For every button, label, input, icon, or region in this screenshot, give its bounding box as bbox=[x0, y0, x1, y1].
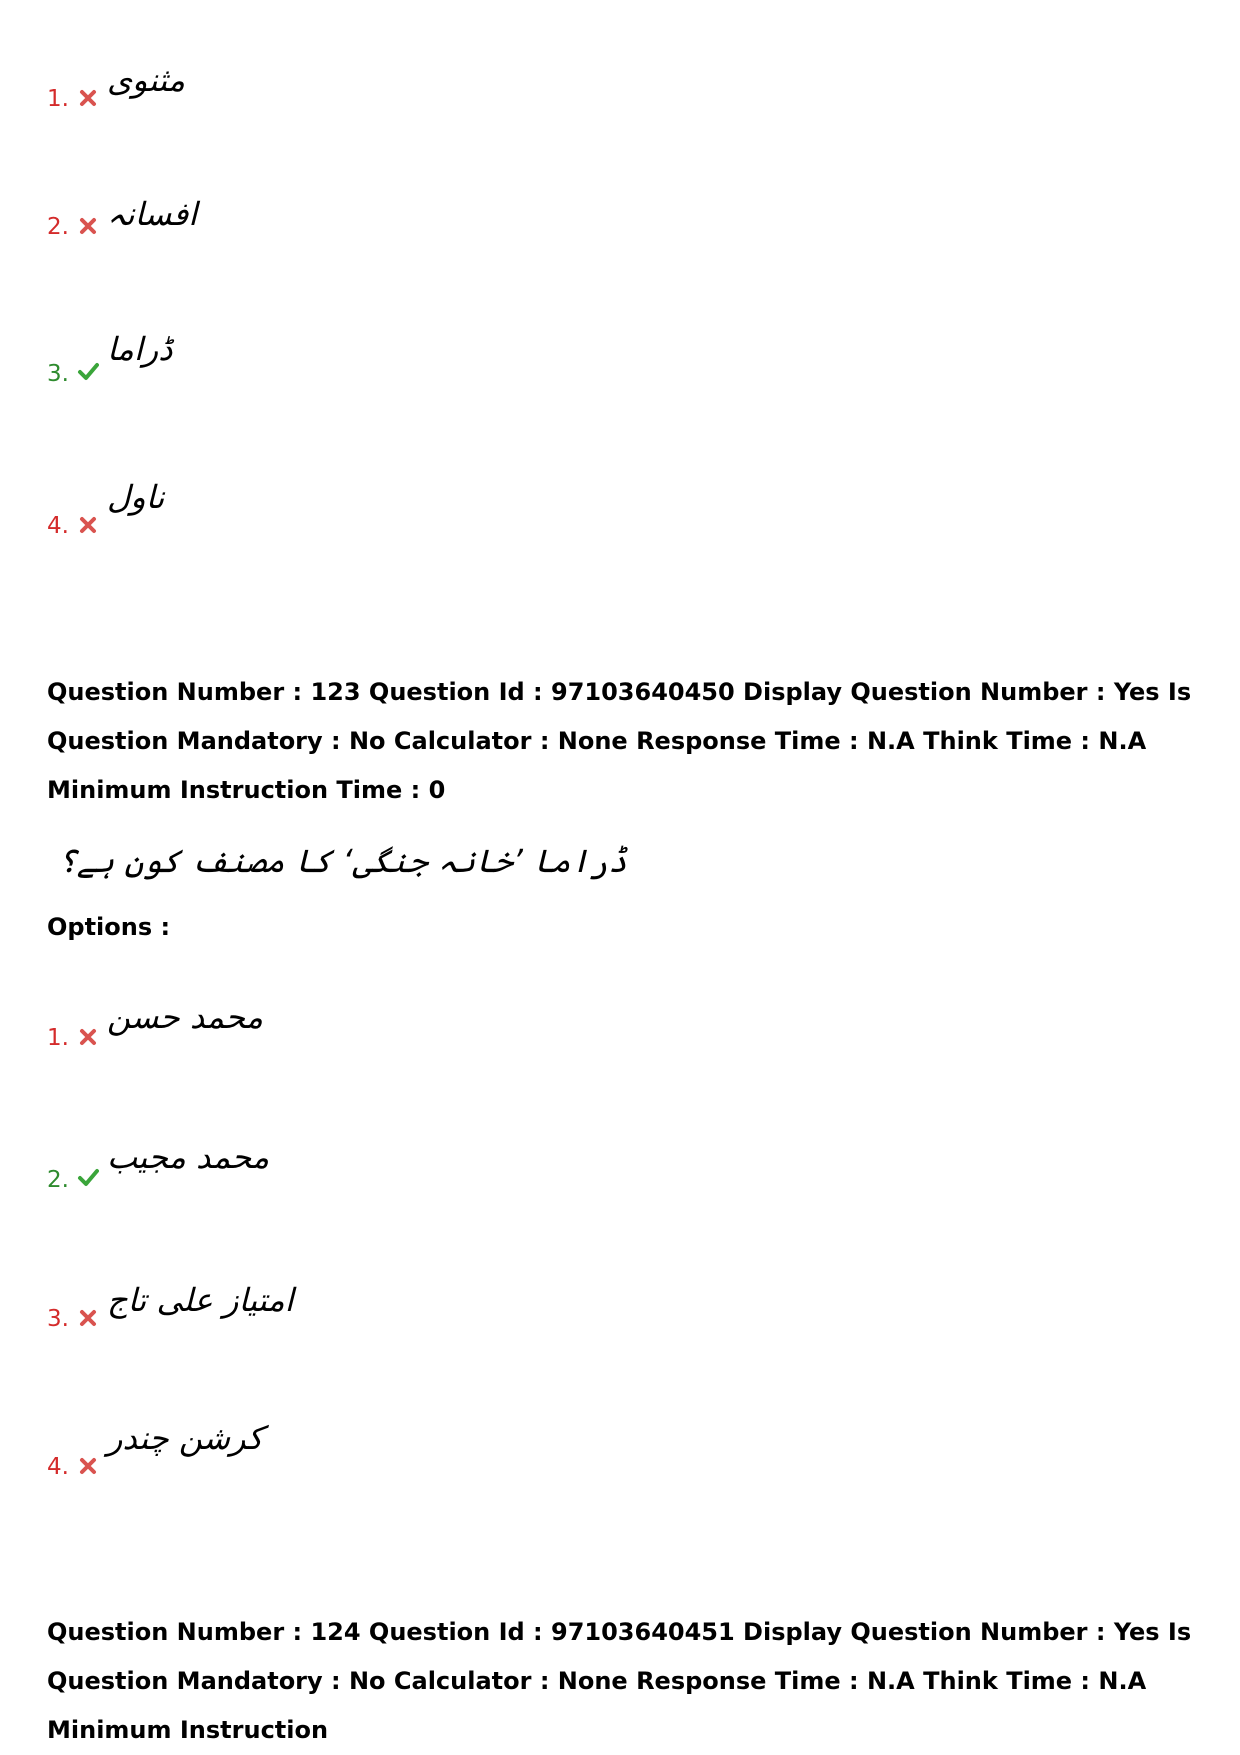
cross-icon bbox=[77, 514, 99, 536]
option-number: 3. bbox=[47, 361, 69, 387]
option-number: 4. bbox=[47, 1454, 69, 1480]
check-icon bbox=[77, 1166, 99, 1188]
question-123-meta: Question Number : 123 Question Id : 97103640450 Display Question Number : Yes Is Question Mandatory : No Calculator : None Response Time : N.A Think Time : N.A Minimum Instruction Time : 0 bbox=[47, 678, 1192, 804]
option-number: 4. bbox=[47, 513, 69, 539]
cross-icon bbox=[77, 1455, 99, 1477]
cross-icon bbox=[77, 87, 99, 109]
question-124-meta: Question Number : 124 Question Id : 97103640451 Display Question Number : Yes Is Question Mandatory : No Calculator : None Response Time : N.A Think Time : N.A Minimum Instruction bbox=[47, 1618, 1192, 1744]
option-text: افسانہ bbox=[107, 195, 198, 233]
question-123-text: ڈراما ’خانہ جنگی‘ کا مصنف کون ہے؟ bbox=[58, 842, 627, 880]
check-icon bbox=[77, 360, 99, 382]
option-number: 2. bbox=[47, 1167, 69, 1193]
option-text: محمد حسن bbox=[107, 998, 263, 1036]
cross-icon bbox=[77, 1026, 99, 1048]
option-text: امتیاز علی تاج bbox=[107, 1281, 294, 1319]
option-number: 2. bbox=[47, 214, 69, 240]
option-text: ڈراما bbox=[107, 330, 173, 368]
option-text: مثنوی bbox=[107, 61, 186, 99]
option-number: 1. bbox=[47, 86, 69, 112]
option-number: 1. bbox=[47, 1025, 69, 1051]
option-text: ناول bbox=[107, 478, 165, 516]
cross-icon bbox=[77, 215, 99, 237]
cross-icon bbox=[77, 1307, 99, 1329]
options-label: Options : bbox=[47, 913, 171, 941]
option-number: 3. bbox=[47, 1306, 69, 1332]
option-text: کرشن چندر bbox=[107, 1419, 263, 1457]
option-text: محمد مجیب bbox=[107, 1138, 270, 1176]
